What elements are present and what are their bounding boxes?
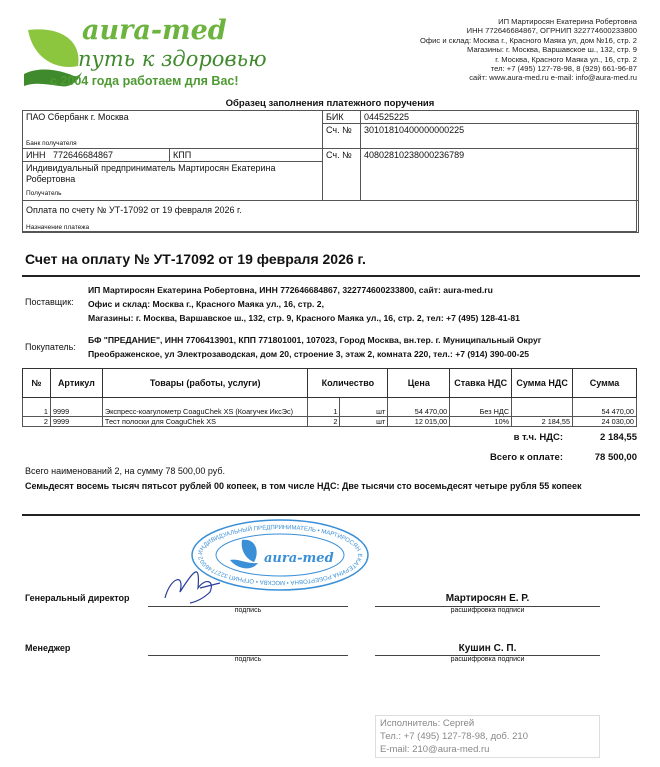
purpose-label: Назначение платежа bbox=[26, 224, 90, 231]
cell-qty: 1 bbox=[308, 398, 340, 417]
signature-icon bbox=[160, 560, 240, 604]
cell-price: 12 015,00 bbox=[388, 417, 450, 427]
payment-purpose: Оплата по счету № УТ-17092 от 19 февраля 2026 г. bbox=[26, 205, 242, 215]
supplier-line: ИП Мартиросян Екатерина Робертовна, ИНН 772646684867, 322774600233800, сайт: aura-med.ru bbox=[88, 285, 493, 295]
col-header: Количество bbox=[308, 369, 388, 398]
cell-sku: 9999 bbox=[50, 398, 102, 417]
supplier-label: Поставщик: bbox=[25, 297, 74, 307]
buyer-details bbox=[88, 333, 541, 361]
kpp-label: КПП bbox=[169, 148, 323, 162]
items-table bbox=[22, 368, 637, 427]
table-header bbox=[23, 369, 637, 398]
account-label: Сч. № bbox=[322, 148, 361, 201]
amount-in-words: Семьдесят восемь тысяч пятьсот рублей 00 копеек, в том числе НДС: Две тысячи сто восемьдесят четыре рубля 55 копеек bbox=[25, 481, 582, 491]
corr-account-label: Сч. № bbox=[322, 123, 361, 149]
invoice-title: Счет на оплату № УТ-17092 от 19 февраля 2026 г. bbox=[25, 251, 366, 267]
signer-name: Кушин С. П. bbox=[458, 643, 517, 654]
contact-box bbox=[375, 715, 600, 758]
cell-vat-rate: 10% bbox=[450, 417, 512, 427]
purpose-cell bbox=[22, 200, 639, 233]
logo-tagline: путь к здоровью bbox=[78, 47, 267, 71]
cell-name: Экспресс-коагулометр CoaguChek XS (Коагучек ИксЭс) bbox=[102, 398, 308, 417]
cell-qty: 2 bbox=[308, 417, 340, 427]
contact-line: Тел.: +7 (495) 127-78-98, доб. 210 bbox=[380, 731, 528, 742]
vat-total-label: в т.ч. НДС: bbox=[513, 432, 563, 443]
header-line: Магазины: г. Москва, Варшавское ш., 132, стр. 9 bbox=[467, 45, 637, 55]
col-header: Сумма НДС bbox=[512, 369, 573, 398]
account-value: 40802810238000236789 bbox=[360, 148, 639, 201]
header-line: г. Москва, Красного Маяка ул., 16, стр. 2 bbox=[495, 54, 637, 64]
cell-sum: 54 470,00 bbox=[573, 398, 637, 417]
cell-sku: 9999 bbox=[50, 417, 102, 427]
col-header: Цена bbox=[388, 369, 450, 398]
divider bbox=[22, 275, 640, 277]
bik-value: 044525225 bbox=[360, 110, 639, 124]
logo-brand: aura-med bbox=[82, 15, 227, 46]
header-line: ИНН 772646684867, ОГРНИП 322774600233800 bbox=[466, 26, 637, 36]
signer-role: Генеральный директор bbox=[25, 593, 130, 603]
cell-sum: 24 030,00 bbox=[573, 417, 637, 427]
supplier-line: Офис и склад: Москва г., Красного Маяка ул., 16, стр. 2, bbox=[88, 299, 324, 309]
recipient-cell bbox=[22, 161, 323, 201]
supplier-line: Магазины: г. Москва, Варшавское ш., 132, стр. 9, Красного Маяка ул., 16, стр. 2, тел: +7 (495) 128-41-81 bbox=[88, 313, 520, 323]
col-header: № bbox=[23, 369, 51, 398]
cell-unit: шт bbox=[340, 398, 388, 417]
payment-sample-title: Образец заполнения платежного поручения bbox=[225, 98, 435, 109]
name-caption: расшифровка подписи bbox=[450, 656, 525, 663]
name-caption: расшифровка подписи bbox=[450, 607, 525, 614]
header-line: тел: +7 (495) 127-78-98, 8 (929) 661-96-87 bbox=[490, 64, 637, 74]
header-line: сайт: www.aura-med.ru e-mail: info@aura-med.ru bbox=[469, 73, 637, 83]
signer-role: Менеджер bbox=[25, 643, 71, 653]
buyer-label: Покупатель: bbox=[25, 342, 76, 352]
buyer-line: БФ "ПРЕДАНИЕ", ИНН 7706413901, КПП 771801001, 107023, Город Москва, вн.тер. г. Муниципальный Округ bbox=[88, 335, 542, 345]
grand-total-value: 78 500,00 bbox=[594, 452, 637, 463]
col-header: Товары (работы, услуги) bbox=[102, 369, 308, 398]
svg-text:aura-med: aura-med bbox=[264, 551, 334, 566]
cell-name: Тест полоски для CoaguChek XS bbox=[102, 417, 308, 427]
grand-total-label: Всего к оплате: bbox=[489, 452, 563, 463]
cell-unit: шт bbox=[340, 417, 388, 427]
inn-label: ИНН bbox=[26, 150, 46, 160]
header-line: ИП Мартиросян Екатерина Робертовна bbox=[498, 17, 637, 26]
divider bbox=[22, 514, 640, 516]
header-line: Офис и склад: Москва г., Красного Маяка ул, дом №16, стр. 2 bbox=[420, 35, 637, 45]
inn-value: 772646684867 bbox=[52, 150, 114, 160]
col-header: Сумма bbox=[573, 369, 637, 398]
signer-name: Мартиросян Е. Р. bbox=[445, 593, 530, 604]
supplier-details bbox=[88, 283, 520, 325]
signature-caption: подпись bbox=[234, 607, 262, 614]
cell-vat-sum bbox=[512, 398, 573, 417]
vat-total-value: 2 184,55 bbox=[600, 432, 637, 443]
cell-n: 1 bbox=[23, 398, 51, 417]
inn-cell bbox=[22, 148, 170, 162]
table-row bbox=[23, 398, 637, 417]
recipient-label: Получатель bbox=[26, 190, 62, 197]
contact-line: E-mail: 210@aura-med.ru bbox=[380, 744, 490, 755]
cell-price: 54 470,00 bbox=[388, 398, 450, 417]
cell-n: 2 bbox=[23, 417, 51, 427]
col-header: Артикул bbox=[50, 369, 102, 398]
bik-label: БИК bbox=[322, 110, 361, 124]
cell-vat-rate: Без НДС bbox=[450, 398, 512, 417]
buyer-line: Преображенское, ул Электрозаводская, дом 20, строение 3, этаж 2, комната 220, тел.: +7 (914) 390-00-25 bbox=[88, 349, 530, 359]
logo-slogan: с 2004 года работаем для Вас! bbox=[50, 74, 239, 88]
svg-text:ИНДИВИДУАЛЬНЫЙ ПРЕДПРИНИМАТЕЛЬ: ИНДИВИДУАЛЬНЫЙ ПРЕДПРИНИМАТЕЛЬ • МАРТИРОСЯН ЕКАТЕРИНА РОБЕРТОВНА • МОСКВА • ОГРНИП 3227746002 bbox=[197, 524, 363, 586]
col-header: Ставка НДС bbox=[450, 369, 512, 398]
recipient-name: Индивидуальный предприниматель Мартиросян Екатерина Робертовна bbox=[26, 163, 276, 184]
bank-label: Банк получателя bbox=[26, 140, 77, 147]
bank-cell bbox=[22, 110, 323, 149]
bank-name: ПАО Сбербанк г. Москва bbox=[26, 112, 129, 122]
payment-sample-table bbox=[22, 110, 637, 232]
cell-vat-sum: 2 184,55 bbox=[512, 417, 573, 427]
items-summary: Всего наименований 2, на сумму 78 500,00 руб. bbox=[25, 466, 226, 476]
corr-account-value: 30101810400000000225 bbox=[360, 123, 639, 149]
contact-line: Исполнитель: Сергей bbox=[380, 718, 475, 729]
company-header bbox=[420, 17, 637, 83]
table-row bbox=[23, 417, 637, 427]
signature-caption: подпись bbox=[234, 656, 262, 663]
